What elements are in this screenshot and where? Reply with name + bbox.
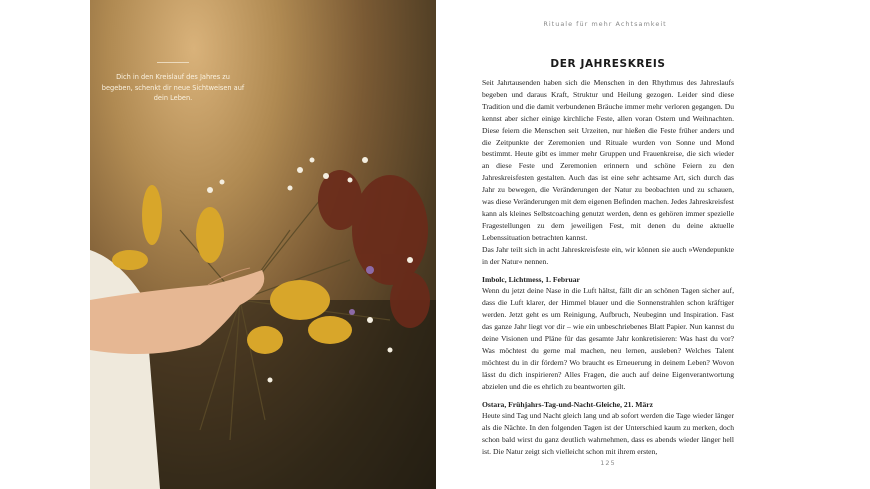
page-number: 125 bbox=[600, 459, 616, 467]
photo-caption: Dich in den Kreislauf des Jahres zu begeben, schenkt dir neue Sichtweisen auf dein Leben. bbox=[101, 73, 245, 102]
section-heading-ostara: Ostara, Frühjahrs-Tag-und-Nacht-Gleiche, 21. März bbox=[482, 399, 653, 409]
section-text-imbolc: Wenn du jetzt deine Nase in die Luft hältst, fällt dir an schönen Tagen sicher auf, dass die Luft klarer, der Himmel blauer und die Sonnenstrahlen schon kräftiger werden. Jetzt geht es um Reinigung, Aufbruch, Neubeginn und Inspiration. Fast das ganze Jahr liegt vor dir – wie ein unbeschriebenes Blatt Papier. Nun kannst du deine Visionen und Pläne für das gesamte Jahr konkretisieren: Was hast du vor? Was möchtest du gerne mal machen, neu lernen, ausleben? Welches Talent möchtest du in dir fördern? Wo braucht es Erneuerung in deinem Leben? Wovon lässt du dich inspirieren? Alles Fragen, die auch auf deine Eigenverantwortung abzielen und die es ehrlich zu beantworten gilt. bbox=[482, 286, 734, 391]
intro-paragraph: Seit Jahrtausenden haben sich die Menschen in den Rhythmus des Jahreslaufs begeben und daraus Kraft, Struktur und Heilung gezogen. Leider sind diese Tradition und die damit verbundenen Bräuche immer mehr verloren gegangen. Du kennst aber sicher einige kirchliche Feste, allen voran Ostern und Weihnachten. Diese feiern die Menschen seit Urzeiten, nur hießen die Feste früher anders und die Zeitpunkte der Zeremonien und Rituale wurden von Sonne und Mond bestimmt. Heute gibt es immer mehr Gruppen und Frauenkreise, die sich wieder an diese Feste und Zeremonien erinnern und schöne Feiern zu den Jahreskreisfesten gestalten. Auch das ist eine sehr achtsame Art, sich durch das Jahr zu bewegen, die Veränderungen der Natur zu beobachten und zu schauen, was diese Veränderungen mit dem eigenen Befinden machen. Jedes Jahreskreisfest kann als kleines Selbstcoaching genutzt werden, denn es gehören immer spezielle Fragestellungen zu dem jeweiligen Fest, mit denen du deine aktuelle Lebenssituation betrachten kannst. bbox=[482, 78, 734, 242]
section-heading-imbolc: Imbolc, Lichtmess, 1. Februar bbox=[482, 274, 580, 284]
intro-paragraph-2: Das Jahr teilt sich in acht Jahreskreisfeste ein, wir können sie auch »Wendepunkte in der Natur« nennen. bbox=[482, 244, 734, 266]
page-title: DER JAHRESKREIS bbox=[550, 58, 666, 70]
running-head: Rituale für mehr Achtsamkeit bbox=[543, 20, 667, 28]
body-text bbox=[482, 77, 734, 458]
caption-rule bbox=[157, 62, 189, 63]
section-text-ostara: Heute sind Tag und Nacht gleich lang und ab sofort werden die Tage wieder länger als die Nächte. In den folgenden Tagen ist der Unterschied kaum zu merken, doch schon bald wirst du ganz deutlich wahrnehmen, dass es abends wieder länger hell ist. Die Natur zeigt sich vielleicht schon mit ihrem ersten, bbox=[482, 411, 734, 457]
